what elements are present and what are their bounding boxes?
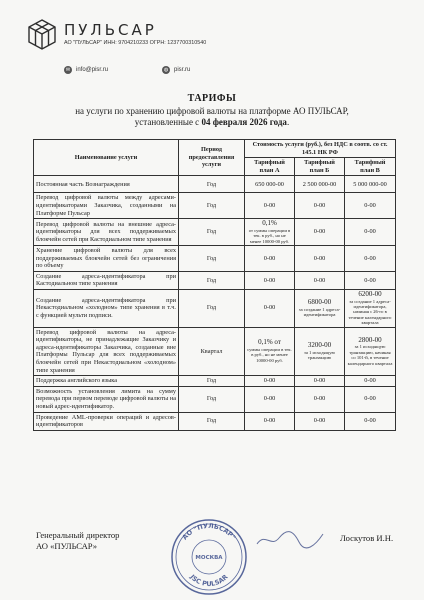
row-period: Год: [179, 289, 245, 327]
row-plan-b: 0-00: [295, 193, 345, 219]
signatory-name: Лоскутов И.Н.: [340, 533, 394, 543]
row-plan-c: [345, 289, 396, 327]
role-line2: АО «ПУЛЬСАР»: [36, 541, 98, 551]
header-period: Период предоставления услуги: [179, 140, 245, 176]
plan-b-value: 6800-00: [307, 298, 332, 307]
site-text: pisr.ru: [174, 67, 191, 73]
row-plan-c: 0-00: [345, 412, 396, 430]
row-period: Год: [179, 193, 245, 219]
row-plan-a: 0-00: [245, 376, 295, 387]
email-text: info@pisr.ru: [76, 67, 109, 73]
subtitle-line1: на услуги по хранению цифровой валюты на платформе АО ПУЛЬСАР,: [75, 106, 349, 116]
row-service: Перевод цифровой валюты на адреса-идентификаторы, не принадлежащие Заказчику и адреса-идентификаторы Заказчика, созданные вне Платформы Пульсар для всех поддерживаемых блокчейн сетей при Некастодиальном «холодном» типе хранения: [34, 327, 179, 376]
email-contact[interactable]: [64, 66, 108, 74]
row-period: Год: [179, 176, 245, 193]
row-plan-b: 0-00: [295, 219, 345, 246]
row-service: Создание адреса-идентификатора при Некастодиальном «холодном» типе хранения в т.ч. с функцией мульти подписи.: [34, 289, 179, 327]
row-plan-a: 0-00: [245, 412, 295, 430]
table-row: [34, 271, 396, 289]
row-plan-a: [245, 219, 295, 246]
row-period: Квартал: [179, 327, 245, 376]
subtitle-prefix: установленные с: [134, 117, 202, 127]
row-plan-c: 0-00: [345, 219, 396, 246]
plan-c-value: 2800-00: [358, 335, 382, 344]
tariffs-table: [33, 139, 396, 431]
company-registration: АО "ПУЛЬСАР" ИНН: 9704210233 ОГРН: 1237700310540: [64, 40, 207, 46]
plan-b-value: 3200-00: [307, 341, 332, 350]
row-plan-c: [345, 327, 396, 376]
plan-c-note: за создание 1 адреса-идентификатора, начиная с 26-го в течение календарного квартала: [348, 298, 392, 326]
table-row: [34, 289, 396, 327]
row-plan-b: 0-00: [295, 386, 345, 412]
table-row: [34, 376, 396, 387]
row-plan-c: 5 000 000-00: [345, 176, 396, 193]
row-period: Год: [179, 271, 245, 289]
plan-b-note: за 1 исходящую транзакцию: [304, 349, 335, 361]
table-row: [34, 176, 396, 193]
table-row: [34, 193, 396, 219]
header-cost: Стоимость услуги (руб.), без НДС в соотв. со ст. 145.1 НК РФ: [245, 140, 396, 158]
row-plan-a: 0-00: [245, 245, 295, 271]
document-subtitle: [0, 106, 424, 128]
row-plan-a: [245, 327, 295, 376]
table-row: [34, 245, 396, 271]
stamp-bottom-text: JSC PULSAR: [188, 572, 230, 589]
row-plan-b: [295, 327, 345, 376]
signature-scribble: [255, 528, 325, 550]
row-plan-a: 0-00: [245, 289, 295, 327]
row-service: Создание адреса-идентификатора при Кастодиальном типе хранения: [34, 271, 179, 289]
logo-cube-icon: [27, 18, 57, 50]
table-row: [34, 386, 396, 412]
logo-wordmark: ПУЛЬСАР: [64, 21, 157, 39]
row-plan-b: [295, 289, 345, 327]
header-plan-a: Тарифный план А: [245, 158, 295, 176]
row-plan-c: 0-00: [345, 376, 396, 387]
row-service: Постоянная часть Вознаграждения: [34, 176, 179, 193]
plan-c-value: 6200-00: [358, 289, 382, 298]
row-service: Поддержка английского языка: [34, 376, 179, 387]
plan-a-note: от суммы операции в тек. в руб., но не менее 10000-00 руб.: [248, 227, 291, 244]
row-plan-c: 0-00: [345, 386, 396, 412]
row-plan-b: 2 500 000-00: [295, 176, 345, 193]
row-plan-a: 0-00: [245, 386, 295, 412]
row-service: Перевод цифровой валюты на внешние адреса-идентификаторы для всех поддерживаемых блокчейн сетей при Кастодиальном типе хранения: [34, 219, 179, 246]
subtitle-date: 04 февраля 2026 года: [201, 117, 287, 127]
globe-icon: ◍: [163, 67, 169, 73]
row-plan-a: 0-00: [245, 193, 295, 219]
subtitle-line2: [0, 117, 424, 128]
table-row: [34, 327, 396, 376]
row-service: Проведение AML-проверки операций и адресов-идентификаторов: [34, 412, 179, 430]
document-title: ТАРИФЫ: [187, 93, 237, 104]
stamp-city: МОСКВА: [195, 555, 223, 561]
company-stamp: [170, 518, 248, 596]
header-plan-c: Тарифный план В: [345, 158, 396, 176]
table-header-row: [34, 140, 396, 158]
email-icon: ✉: [65, 67, 71, 73]
row-plan-c: 0-00: [345, 271, 396, 289]
row-service: Возможность установления лимита на сумму перевода при первом переводе цифровой валюты на новый адрес-идентификатор.: [34, 386, 179, 412]
row-service: Хранение цифровой валюты для всех поддерживаемых блокчейн сетей без ограничения по объему: [34, 245, 179, 271]
table-row: [34, 412, 396, 430]
plan-a-note: суммы операции в тек. в руб., но не менее 10000-00 руб.: [247, 347, 292, 363]
row-plan-b: 0-00: [295, 412, 345, 430]
row-plan-b: 0-00: [295, 271, 345, 289]
row-plan-c: 0-00: [345, 245, 396, 271]
plan-a-value: 0,1% от: [258, 338, 281, 347]
row-period: Год: [179, 386, 245, 412]
site-contact[interactable]: [162, 66, 190, 74]
plan-b-note: за создание 1 адреса-идентификатора: [298, 306, 341, 318]
header-service: Наименование услуги: [34, 140, 179, 176]
row-plan-c: 0-00: [345, 193, 396, 219]
stamp-top-text: АО "ПУЛЬСАР": [180, 521, 238, 542]
row-period: Год: [179, 412, 245, 430]
header-plan-b: Тарифный план Б: [295, 158, 345, 176]
row-period: Год: [179, 245, 245, 271]
plan-a-value: 0,1%: [262, 219, 277, 228]
subtitle-suffix: .: [286, 117, 290, 127]
row-period: Год: [179, 376, 245, 387]
row-period: Год: [179, 219, 245, 246]
row-plan-b: 0-00: [295, 245, 345, 271]
role-line1: Генеральный директор: [36, 530, 120, 540]
row-plan-a: 0-00: [245, 271, 295, 289]
row-plan-a: 650 000-00: [245, 176, 295, 193]
table-row: [34, 219, 396, 246]
row-plan-b: 0-00: [295, 376, 345, 387]
signatory-role: [36, 530, 119, 552]
row-service: Перевод цифровой валюты между адресами-идентификаторами Заказчика, созданными на Платформе Пульсар: [34, 193, 179, 219]
plan-c-note: за 1 исходящую транзакцию, начиная со 101-й, в течение календарного квартала: [347, 344, 393, 366]
